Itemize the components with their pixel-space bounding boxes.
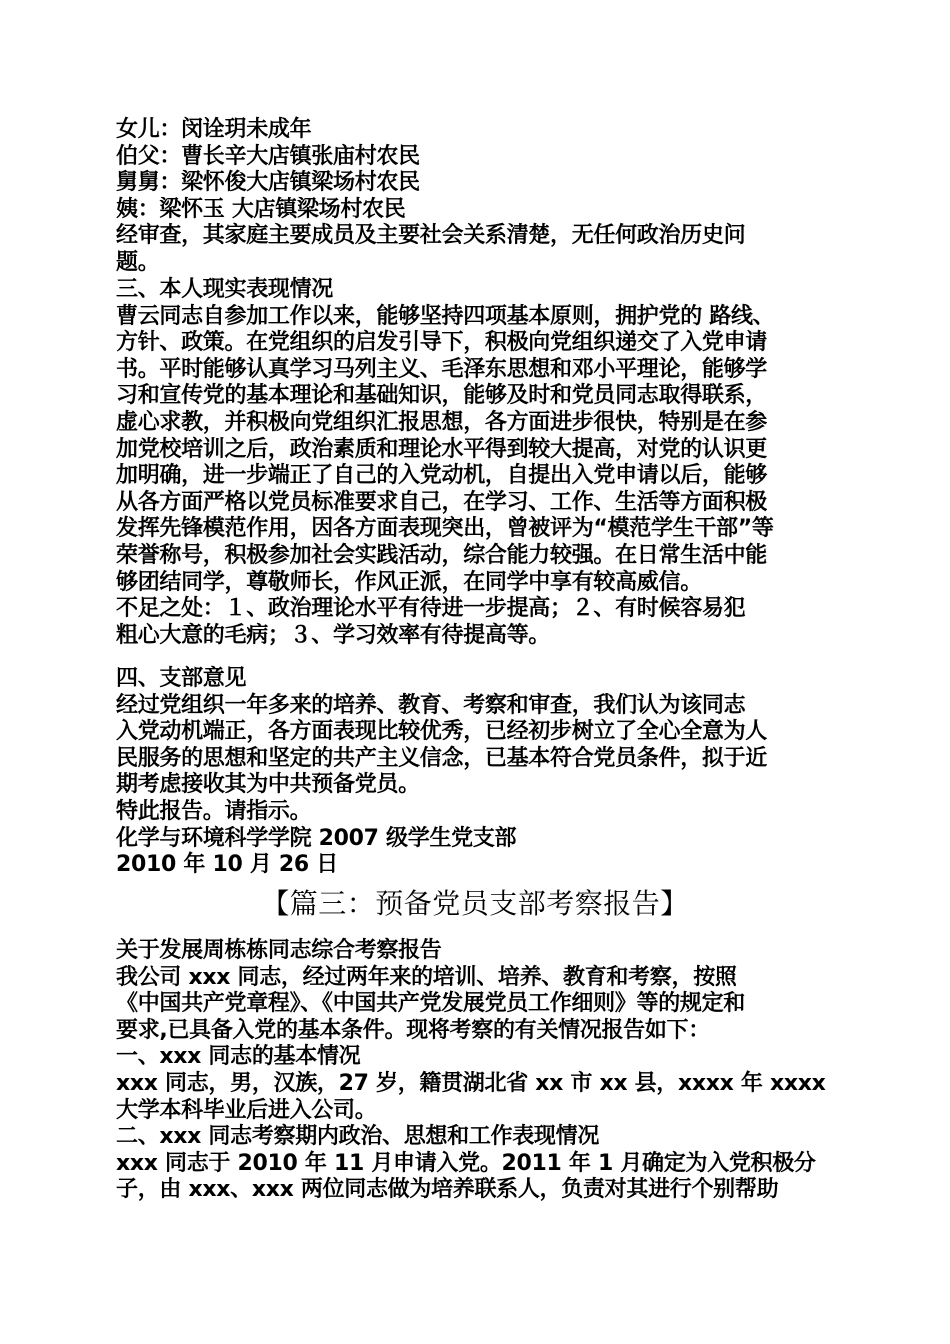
report-section-1-line: xxx 同志，男，汉族，27 岁，籍贯湖北省 xx 市 xx 县，xxxx 年 xxxx [116, 1070, 826, 1096]
report-section-2-line: 子，由 xxx、xxx 两位同志做为培养联系人，负责对其进行个别帮助 [116, 1177, 779, 1203]
review-conclusion-line: 题。 [116, 249, 160, 275]
shortcomings-line: 不足之处：１、政治理论水平有待进一步提高；２、有时候容易犯 [116, 596, 746, 622]
family-line: 姨：梁怀玉 大店镇梁场村农民 [116, 196, 406, 222]
report-intro-line: 我公司 xxx 同志，经过两年来的培训、培养、教育和考察，按照 [116, 964, 737, 990]
closing-line: 特此报告。请指示。 [116, 798, 312, 824]
report-section-2-line: xxx 同志于 2010 年 11 月申请入党。2011 年 1 月确定为入党积极分 [116, 1150, 816, 1176]
section-4-line: 民服务的思想和坚定的共产主义信念，已基本符合党员条件，拟于近 [116, 745, 768, 771]
section-3-line: 曹云同志自参加工作以来，能够坚持四项基本原则，拥护党的 路线、 [116, 303, 775, 329]
section-3-line: 够团结同学，尊敬师长，作风正派，在同学中享有较高威信。 [116, 569, 702, 595]
section-4-title: 四、支部意见 [116, 666, 247, 691]
family-line: 女儿：闵诠玥未成年 [116, 117, 312, 142]
part-3-heading: 【篇三：预备党员支部考察报告】 [261, 887, 689, 920]
family-line: 舅舅：梁怀俊大店镇梁场村农民 [116, 170, 420, 196]
section-4-line: 期考虑接收其为中共预备党员。 [116, 772, 420, 798]
section-4-block [116, 666, 836, 879]
section-3-line: 从各方面严格以党员标准要求自己，在学习、工作、生活等方面积极 [116, 489, 768, 515]
section-3-line: 书。平时能够认真学习马列主义、毛泽东思想和邓小平理论，能够学 [116, 356, 768, 382]
section-3-line: 习和宣传党的基本理论和基础知识，能够及时和党员同志取得联系， [116, 383, 768, 409]
report-block [116, 938, 836, 1204]
shortcomings-line: 粗心大意的毛病；３、学习效率有待提高等。 [116, 622, 551, 648]
report-section-1-line: 大学本科毕业后进入公司。 [116, 1097, 377, 1123]
report-intro-line: 要求,已具备入党的基本条件。现将考察的有关情况报告如下： [116, 1017, 710, 1043]
report-section-2-title: 二、xxx 同志考察期内政治、思想和工作表现情况 [116, 1124, 600, 1150]
section-3-line: 发挥先锋模范作用，因各方面表现突出，曾被评为“模范学生干部”等 [116, 516, 774, 542]
signature-date-line: 2010 年 10 月 26 日 [116, 852, 338, 878]
report-title: 关于发展周栋栋同志综合考察报告 [116, 938, 442, 963]
report-section-1-title: 一、xxx 同志的基本情况 [116, 1044, 361, 1070]
family-members-block [116, 117, 836, 277]
family-line: 伯父：曹长辛大店镇张庙村农民 [116, 143, 420, 169]
section-3-line: 加明确，进一步端正了自己的入党动机，自提出入党申请以后，能够 [116, 463, 768, 489]
section-3-block [116, 277, 836, 649]
section-3-line: 方针、政策。在党组织的启发引导下，积极向党组织递交了入党申请 [116, 330, 768, 356]
section-4-line: 入党动机端正，各方面表现比较优秀，已经初步树立了全心全意为人 [116, 719, 768, 745]
signature-org-line: 化学与环境科学学院 2007 级学生党支部 [116, 825, 517, 851]
section-3-title: 三、本人现实表现情况 [116, 277, 334, 302]
section-3-line: 虚心求教，并积极向党组织汇报思想，各方面进步很快，特别是在参 [116, 409, 768, 435]
section-4-line: 经过党组织一年多来的培养、教育、考察和审查，我们认为该同志 [116, 692, 746, 718]
section-3-line: 加党校培训之后，政治素质和理论水平得到较大提高，对党的认识更 [116, 436, 768, 462]
section-3-line: 荣誉称号，积极参加社会实践活动，综合能力较强。在日常生活中能 [116, 542, 768, 568]
review-conclusion-line: 经审查，其家庭主要成员及主要社会关系清楚，无任何政治历史问 [116, 223, 746, 249]
report-intro-line: 《中国共产党章程》、《中国共产党发展党员工作细则》等的规定和 [116, 991, 746, 1017]
